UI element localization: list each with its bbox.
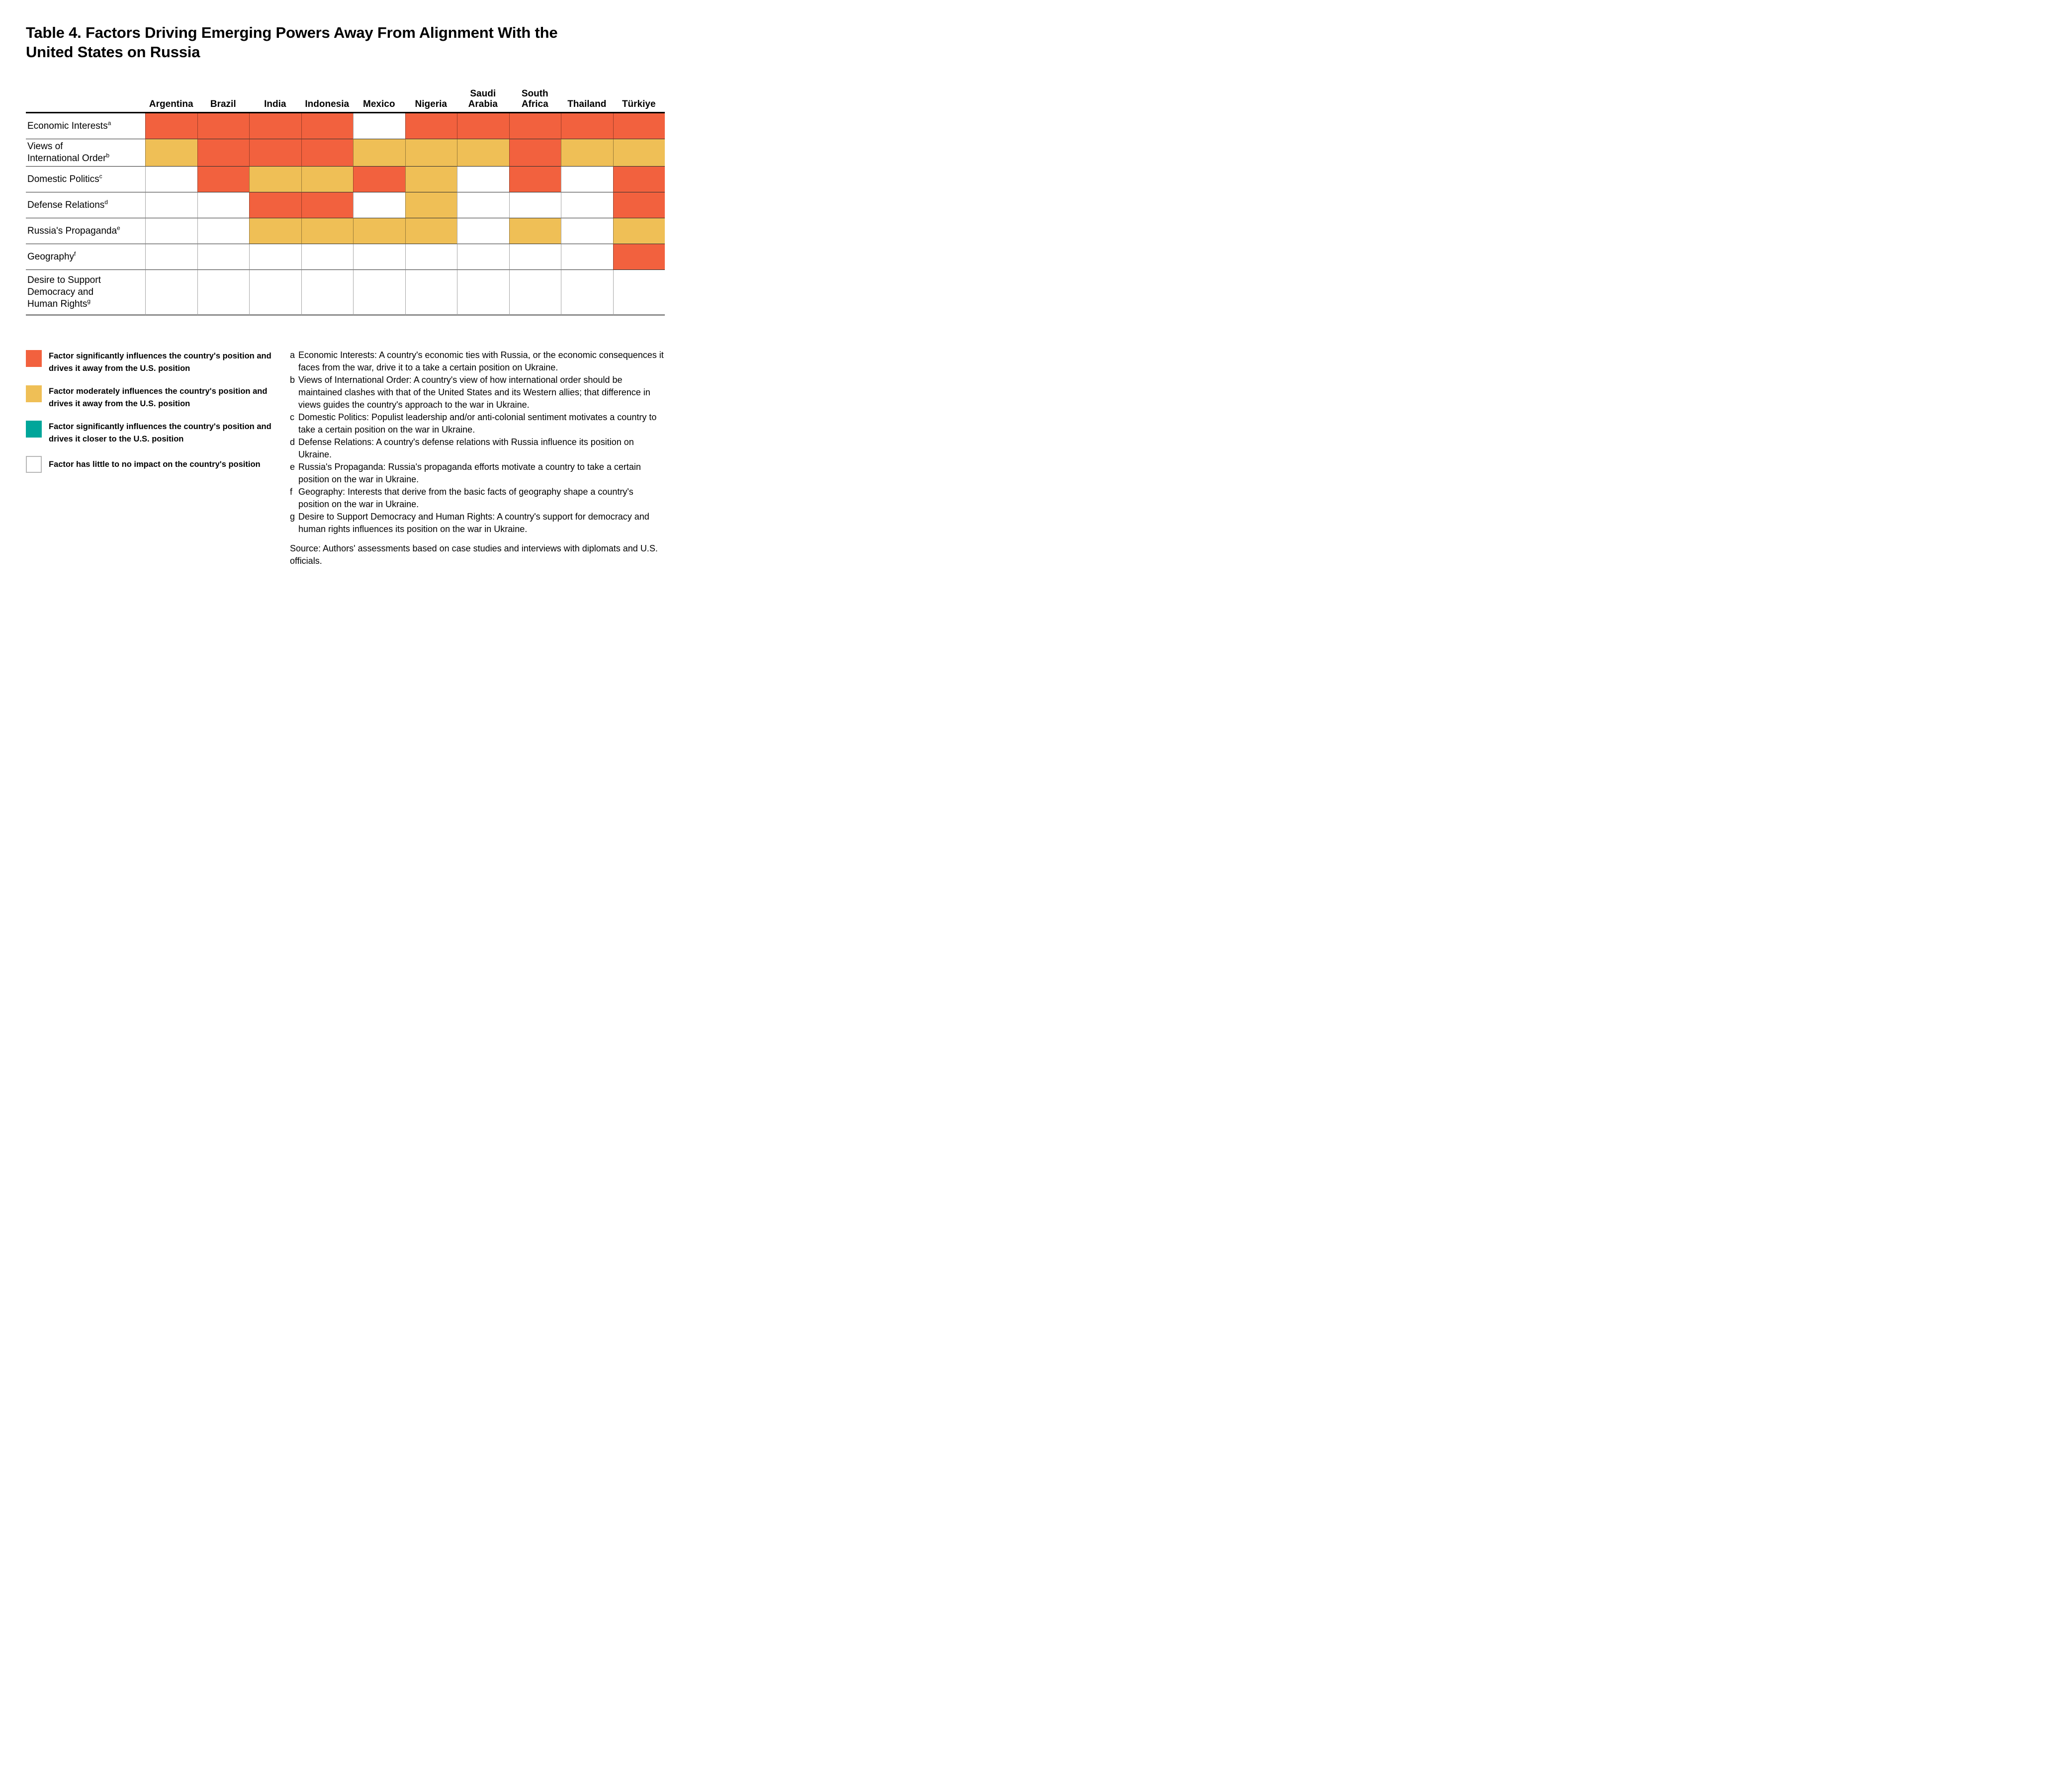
cell bbox=[509, 244, 561, 270]
row-label: Defense Relations$^d$ bbox=[26, 192, 145, 218]
row-label: Geography$^f$ bbox=[26, 244, 145, 270]
column-header: South Africa bbox=[509, 66, 561, 113]
cell bbox=[613, 270, 665, 316]
cell bbox=[197, 113, 250, 139]
cell bbox=[145, 218, 197, 244]
cell bbox=[249, 270, 301, 316]
legend-label: Factor significantly influences the country's position and drives it away from the U.S. position bbox=[49, 352, 271, 373]
column-header: Mexico bbox=[353, 66, 405, 113]
cell bbox=[197, 244, 250, 270]
cell bbox=[301, 113, 354, 139]
cell bbox=[613, 113, 665, 139]
footnote bbox=[290, 349, 665, 374]
footnote-letter: f bbox=[290, 487, 293, 497]
cell bbox=[145, 270, 197, 316]
cell bbox=[457, 139, 509, 167]
cell bbox=[561, 270, 613, 316]
cell bbox=[249, 218, 301, 244]
cell bbox=[457, 192, 509, 218]
cell bbox=[613, 244, 665, 270]
footnote-letter: a bbox=[290, 350, 295, 360]
footnotes bbox=[290, 349, 665, 535]
row-label: Russia's Propaganda$^e$ bbox=[26, 218, 145, 244]
footnote-marker: a bbox=[107, 119, 111, 127]
cell bbox=[457, 167, 509, 192]
cell bbox=[405, 113, 457, 139]
cell bbox=[405, 139, 457, 167]
footnote bbox=[290, 486, 665, 511]
footnote-letter: c bbox=[290, 412, 294, 422]
legend-item bbox=[26, 456, 290, 473]
footnote bbox=[290, 436, 665, 461]
legend bbox=[26, 349, 290, 567]
legend-label: Factor has little to no impact on the country's position bbox=[49, 459, 261, 469]
footnote bbox=[290, 374, 665, 411]
cell bbox=[457, 113, 509, 139]
legend-swatch bbox=[26, 421, 42, 438]
cell bbox=[613, 218, 665, 244]
legend-item bbox=[26, 421, 290, 445]
footnote-letter: g bbox=[290, 512, 295, 522]
footnote-marker: e bbox=[117, 224, 120, 232]
legend-and-notes bbox=[26, 349, 665, 567]
footnote-text: Views of International Order: A country's view of how international order should be maintained clashes with that of the United States and its Western allies; that difference in views guides the country's approach to the war in Ukraine. bbox=[298, 375, 650, 410]
cell bbox=[353, 113, 405, 139]
source-note: Source: Authors' assessments based on case studies and interviews with diplomats and U.S. officials. bbox=[290, 543, 658, 566]
cell bbox=[509, 113, 561, 139]
cell bbox=[405, 244, 457, 270]
cell bbox=[561, 167, 613, 192]
footnote-text: Desire to Support Democracy and Human Rights: A country's support for democracy and human rights influences its position on the war in Ukraine. bbox=[298, 512, 649, 534]
cell bbox=[197, 270, 250, 316]
cell bbox=[353, 218, 405, 244]
cell bbox=[353, 167, 405, 192]
footnote bbox=[290, 411, 665, 436]
footnote-text: Domestic Politics: Populist leadership and/or anti-colonial sentiment motivates a country to take a certain position on the war in Ukraine. bbox=[298, 412, 657, 435]
cell bbox=[613, 139, 665, 167]
cell bbox=[405, 192, 457, 218]
cell bbox=[613, 192, 665, 218]
cell bbox=[197, 167, 250, 192]
column-header: Argentina bbox=[145, 66, 197, 113]
column-header: Saudi Arabia bbox=[457, 66, 509, 113]
cell bbox=[301, 244, 354, 270]
cell bbox=[457, 218, 509, 244]
cell bbox=[249, 167, 301, 192]
cell bbox=[353, 139, 405, 167]
cell bbox=[353, 244, 405, 270]
footnote-marker: f bbox=[74, 250, 76, 258]
figure-page bbox=[0, 0, 691, 594]
cell bbox=[145, 192, 197, 218]
cell bbox=[301, 167, 354, 192]
row-label: Desire to Support Democracy and Human Rights$^g$ bbox=[26, 270, 145, 316]
legend-swatch bbox=[26, 385, 42, 402]
table-title-line-2: United States on Russia bbox=[26, 43, 200, 61]
cell bbox=[509, 167, 561, 192]
row-label: Economic Interests$^a$ bbox=[26, 113, 145, 139]
legend-label: Factor moderately influences the country's position and drives it away from the U.S. position bbox=[49, 387, 268, 408]
row-label: Views of International Order$^b$ bbox=[26, 139, 145, 167]
cell bbox=[405, 270, 457, 316]
footnote-marker: d bbox=[104, 198, 108, 206]
cell bbox=[197, 139, 250, 167]
footnote-text: Defense Relations: A country's defense relations with Russia influence its position on Ukraine. bbox=[298, 437, 634, 459]
cell bbox=[457, 270, 509, 316]
legend-item bbox=[26, 350, 290, 375]
column-header: Thailand bbox=[561, 66, 613, 113]
cell bbox=[405, 167, 457, 192]
footnote-marker: c bbox=[99, 173, 102, 180]
cell bbox=[561, 192, 613, 218]
cell bbox=[301, 218, 354, 244]
cell bbox=[301, 192, 354, 218]
footnote-letter: e bbox=[290, 462, 295, 472]
cell bbox=[249, 192, 301, 218]
cell bbox=[561, 139, 613, 167]
cell bbox=[353, 192, 405, 218]
cell bbox=[457, 244, 509, 270]
cell bbox=[353, 270, 405, 316]
footnote bbox=[290, 511, 665, 535]
cell bbox=[145, 167, 197, 192]
legend-item bbox=[26, 385, 290, 410]
column-header: India bbox=[249, 66, 301, 113]
table-title bbox=[26, 0, 665, 62]
cell bbox=[145, 244, 197, 270]
row-label: Domestic Politics$^c$ bbox=[26, 167, 145, 192]
cell bbox=[249, 244, 301, 270]
cell bbox=[249, 139, 301, 167]
cell bbox=[509, 139, 561, 167]
footnote-letter: d bbox=[290, 437, 295, 447]
cell bbox=[509, 270, 561, 316]
legend-swatch bbox=[26, 456, 42, 473]
factors-table bbox=[26, 66, 665, 316]
cell bbox=[561, 113, 613, 139]
footnote-text: Russia's Propaganda: Russia's propaganda efforts motivate a country to take a certain position on the war in Ukraine. bbox=[298, 462, 641, 484]
cell bbox=[509, 218, 561, 244]
table-title-line-1: Table 4. Factors Driving Emerging Powers Away From Alignment With the bbox=[26, 24, 558, 41]
table-corner bbox=[26, 66, 145, 113]
footnote-letter: b bbox=[290, 375, 295, 385]
cell bbox=[301, 270, 354, 316]
cell bbox=[249, 113, 301, 139]
footnote-marker: g bbox=[87, 297, 91, 305]
column-header: Nigeria bbox=[405, 66, 457, 113]
legend-label: Factor significantly influences the country's position and drives it closer to the U.S. position bbox=[49, 422, 271, 444]
cell bbox=[405, 218, 457, 244]
cell bbox=[613, 167, 665, 192]
column-header: Indonesia bbox=[301, 66, 354, 113]
cell bbox=[197, 218, 250, 244]
cell bbox=[561, 218, 613, 244]
notes-column bbox=[290, 349, 665, 567]
cell bbox=[145, 139, 197, 167]
column-header: Türkiye bbox=[613, 66, 665, 113]
legend-swatch bbox=[26, 350, 42, 367]
footnote-marker: b bbox=[106, 152, 110, 159]
cell bbox=[197, 192, 250, 218]
footnote-text: Economic Interests: A country's economic ties with Russia, or the economic consequences it faces from the war, drive it to a take a certain position on Ukraine. bbox=[298, 350, 664, 372]
cell bbox=[561, 244, 613, 270]
column-header: Brazil bbox=[197, 66, 250, 113]
cell bbox=[145, 113, 197, 139]
cell bbox=[301, 139, 354, 167]
footnote-text: Geography: Interests that derive from the basic facts of geography shape a country's position on the war in Ukraine. bbox=[298, 487, 633, 509]
cell bbox=[509, 192, 561, 218]
footnote bbox=[290, 461, 665, 486]
